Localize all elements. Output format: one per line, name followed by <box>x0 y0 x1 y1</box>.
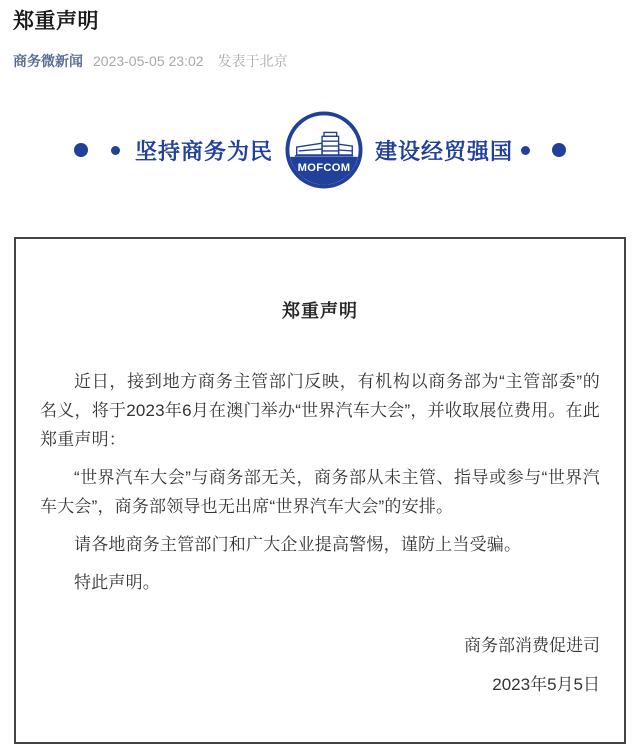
statement-paragraph: 特此声明。 <box>74 573 160 592</box>
statement-paragraph: 近日，接到地方商务主管部门反映，有机构以商务部为“主管部委”的名义，将于2023年6月在澳门举办“世界汽车大会”，并收取展位费用。在此郑重声明： <box>40 372 600 449</box>
decorative-dot-icon <box>74 143 88 157</box>
statement-paragraph: 请各地商务主管部门和广大企业提高警惕，谨防上当受骗。 <box>74 535 522 554</box>
publish-timestamp: 2023-05-05 23:02 <box>93 53 204 69</box>
publish-location: 发表于北京 <box>217 53 288 69</box>
banner-slogan-left: 坚持商务为民 <box>134 138 273 164</box>
decorative-dot-icon <box>111 146 120 155</box>
statement-signature: 商务部消费促进司 <box>464 636 600 655</box>
mofcom-logo-text: MOFCOM <box>297 161 351 174</box>
statement-box <box>14 237 626 744</box>
decorative-dot-icon <box>521 146 530 155</box>
mofcom-logo-icon <box>285 111 363 189</box>
byline <box>13 52 288 70</box>
statement-date: 2023年5月5日 <box>492 675 600 694</box>
banner-slogan-right: 建设经贸强国 <box>375 138 514 164</box>
page-title: 郑重声明 <box>13 10 99 33</box>
mofcom-banner <box>0 108 640 192</box>
decorative-dot-icon <box>552 143 566 157</box>
statement-paragraph: “世界汽车大会”与商务部无关，商务部从未主管、指导或参与“世界汽车大会”，商务部领导也无出席“世界汽车大会”的安排。 <box>40 468 600 516</box>
account-name-link[interactable]: 商务微新闻 <box>13 53 83 69</box>
statement-title: 郑重声明 <box>282 301 358 321</box>
